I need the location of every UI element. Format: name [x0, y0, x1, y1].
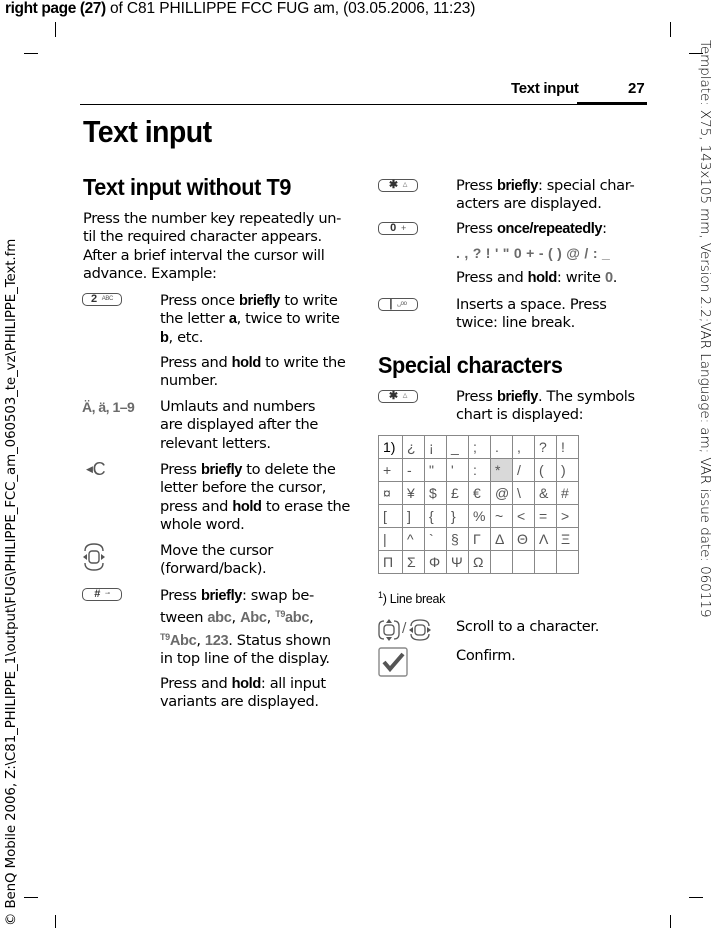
mode-Abc: Abc	[240, 610, 267, 627]
symbol-cell: (	[535, 459, 557, 482]
key-star-icon: ✱ △	[378, 390, 418, 403]
symbol-cell: _	[447, 436, 469, 459]
symbol-cell: ¿	[403, 436, 425, 459]
crop-mark	[24, 897, 38, 898]
symbols-row	[379, 459, 579, 482]
symbol-cell: Σ	[403, 551, 425, 574]
header-rule	[80, 104, 647, 105]
symbol-cell: Π	[379, 551, 403, 574]
navigation-key-left-right-icon	[82, 542, 106, 572]
symbol-cell: ^	[403, 528, 425, 551]
template-info: Template: X75, 143x105 mm, Version 2.2;VAR Language: am; VAR issue date: 060119	[697, 40, 713, 618]
symbols-chart	[378, 435, 579, 574]
symbol-cell: ¤	[379, 482, 403, 505]
symbol-cell: ¥	[403, 482, 425, 505]
key-star-icon: ✱ △	[378, 179, 418, 192]
symbol-cell	[491, 551, 513, 574]
key-hash-lock-icon: # ⊸	[82, 588, 122, 601]
key-0-plus-icon: 0 +	[378, 222, 418, 235]
symbol-cell: '	[447, 459, 469, 482]
symbols-row	[379, 436, 579, 459]
symbol-cell: #	[557, 482, 579, 505]
navigation-key-left-right-icon	[408, 618, 432, 642]
symbol-cell	[535, 551, 557, 574]
symbol-cell: =	[535, 505, 557, 528]
zero-key-characters: . , ? ! ' " 0 + - ( ) @ / : _	[456, 245, 611, 262]
symbol-cell: Λ	[535, 528, 557, 551]
symbol-cell: Φ	[425, 551, 447, 574]
slug-page-ref: right page (27)	[5, 0, 106, 17]
symbol-cell: Ξ	[557, 528, 579, 551]
umlaut-label: Ä, ä, 1–9	[82, 399, 135, 415]
page-number: 27	[628, 80, 645, 97]
symbol-cell: ]	[403, 505, 425, 528]
symbol-cell: )	[557, 459, 579, 482]
symbol-cell: ,	[513, 436, 535, 459]
symbol-cell: $	[425, 482, 447, 505]
checkmark-key-icon	[378, 647, 408, 677]
crop-mark	[670, 915, 671, 928]
symbol-cell: /	[513, 459, 535, 482]
symbol-cell: !	[557, 436, 579, 459]
intro-line: After a brief interval the cursor will	[83, 246, 325, 264]
symbol-cell: :	[469, 459, 491, 482]
key-space-icon: | ␣oo	[378, 298, 418, 311]
section-heading-special-characters: Special characters	[378, 352, 563, 378]
symbol-cell: &	[535, 482, 557, 505]
symbol-cell: .	[491, 436, 513, 459]
symbol-cell: ¡	[425, 436, 447, 459]
symbol-cell: }	[447, 505, 469, 528]
header-rule-accent	[577, 102, 647, 105]
symbol-cell	[557, 551, 579, 574]
slug-details: of C81 PHILLIPPE FCC FUG am, (03.05.2006, 11:23)	[105, 0, 476, 17]
symbol-cell: "	[425, 459, 447, 482]
copyright-path: © BenQ Mobile 2006, Z:\C81_PHILIPPE_1\output\FUG\PHILIPPE_FCC_am_060503_te_vz\PHILIPPE_Text.fm	[4, 238, 19, 926]
symbol-cell: |	[379, 528, 403, 551]
page-title: Text input	[83, 114, 212, 149]
mode-abc: abc	[207, 610, 232, 627]
intro-line: advance. Example:	[83, 264, 217, 282]
symbols-row	[379, 528, 579, 551]
section-heading-without-t9: Text input without T9	[83, 174, 292, 200]
symbol-cell: ~	[491, 505, 513, 528]
print-slug	[5, 0, 475, 18]
footnote-line-break: $^1$) Line break	[378, 590, 446, 607]
running-header-title: Text input	[511, 80, 579, 97]
intro-line: til the required character appears.	[83, 228, 322, 246]
symbol-cell: -	[403, 459, 425, 482]
symbol-cell: {	[425, 505, 447, 528]
navigation-key-up-down-icon	[378, 618, 400, 642]
mode-t9-Abc: Abc	[169, 632, 197, 649]
symbol-cell: 1)	[379, 436, 403, 459]
symbols-row	[379, 505, 579, 528]
mode-t9-abc: abc	[285, 610, 310, 627]
symbol-cell: Ω	[469, 551, 491, 574]
symbol-cell: \	[513, 482, 535, 505]
crop-mark	[670, 22, 671, 37]
symbol-cell: @	[491, 482, 513, 505]
symbol-cell-selected: *	[491, 459, 513, 482]
symbol-cell: Ψ	[447, 551, 469, 574]
symbol-cell: %	[469, 505, 491, 528]
symbol-cell: +	[379, 459, 403, 482]
symbol-cell: <	[513, 505, 535, 528]
symbols-row	[379, 482, 579, 505]
mode-123: 123	[204, 632, 229, 649]
separator: /	[402, 621, 407, 636]
clear-key-icon: ◀C	[86, 459, 106, 479]
symbol-cell: Γ	[469, 528, 491, 551]
symbols-row	[379, 551, 579, 574]
symbol-cell: [	[379, 505, 403, 528]
symbol-cell: €	[469, 482, 491, 505]
symbol-cell: >	[557, 505, 579, 528]
symbol-cell: Δ	[491, 528, 513, 551]
symbol-cell: £	[447, 482, 469, 505]
intro-line: Press the number key repeatedly un-	[83, 210, 342, 227]
symbol-cell: Θ	[513, 528, 535, 551]
symbol-cell: `	[425, 528, 447, 551]
crop-mark	[55, 915, 56, 928]
crop-mark	[24, 53, 38, 54]
intro-paragraph	[83, 210, 353, 283]
key-2-abc-icon: 2 ABC	[82, 293, 122, 306]
symbol-cell: §	[447, 528, 469, 551]
symbol-cell: ;	[469, 436, 491, 459]
symbol-cell: ?	[535, 436, 557, 459]
crop-mark	[689, 897, 703, 898]
crop-mark	[55, 22, 56, 37]
symbol-cell	[513, 551, 535, 574]
